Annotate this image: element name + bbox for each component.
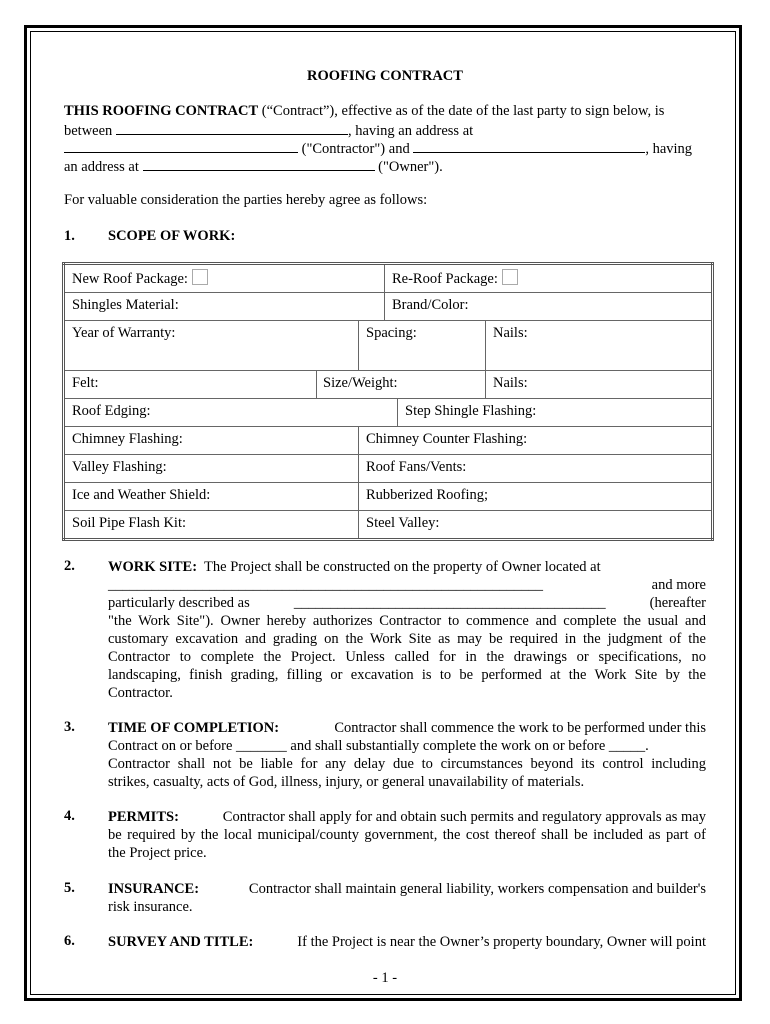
contractor-address-blank[interactable]: [64, 139, 298, 153]
section-2-text: The Project shall be constructed on the property of Owner located at: [204, 559, 601, 575]
felt-label: Felt:: [72, 375, 99, 391]
section-5-line: [108, 880, 706, 898]
section-6-heading: SURVEY AND TITLE:: [108, 934, 254, 950]
rubberized-label: Rubberized Roofing;: [366, 487, 489, 503]
section-3-line: Contractor shall not be liable for any delay due to circumstances beyond its control including: [108, 756, 706, 772]
owner-address-blank[interactable]: [143, 157, 375, 171]
re-roof-label: Re-Roof Package:: [392, 271, 498, 287]
brand-label: Brand/Color:: [392, 297, 469, 313]
chimney-counter-label: Chimney Counter Flashing:: [366, 431, 528, 447]
valley-cell[interactable]: [64, 455, 359, 483]
section-3-line: [108, 719, 706, 737]
ice-label: Ice and Weather Shield:: [72, 487, 211, 503]
valley-label: Valley Flashing:: [72, 459, 167, 475]
section-1-heading: SCOPE OF WORK:: [108, 228, 236, 244]
section-4-line: be required by the local municipal/county government, the cost thereof shall be included as part of: [108, 827, 706, 843]
section-4-number: 4.: [64, 808, 75, 824]
section-2-line: [108, 558, 706, 576]
section-3-number: 3.: [64, 719, 75, 735]
felt-cell[interactable]: [64, 371, 317, 399]
table-row: [64, 511, 713, 540]
soil-cell[interactable]: [64, 511, 359, 540]
intro-having-address: , having an address at: [347, 123, 474, 139]
section-2-line: [108, 576, 706, 594]
section-5-heading: INSURANCE:: [108, 881, 200, 897]
section-4-line: the Project price.: [108, 845, 207, 861]
section-6-line: [108, 933, 706, 951]
new-roof-cell: [64, 264, 385, 293]
section-2-line: "the Work Site"). Owner hereby authorizes Contractor to commence and complete the usual and: [108, 613, 706, 629]
section-6-text: If the Project is near the Owner’s property boundary, Owner will point: [297, 934, 706, 950]
section-5-number: 5.: [64, 880, 75, 896]
nails-label-1: Nails:: [493, 325, 528, 341]
document-title: ROOFING CONTRACT: [307, 68, 463, 84]
intro-owner: ("Owner").: [374, 159, 443, 175]
nails-cell-2[interactable]: [486, 371, 713, 399]
section-3-heading: TIME OF COMPLETION:: [108, 720, 280, 736]
re-roof-checkbox[interactable]: [502, 269, 518, 285]
section-2-text: and more: [651, 577, 706, 593]
shingles-cell[interactable]: [64, 293, 385, 321]
intro-line-4: [64, 157, 443, 176]
section-3-text: Contractor shall commence the work to be performed under this: [334, 720, 706, 736]
table-row: [64, 371, 713, 399]
ice-cell[interactable]: [64, 483, 359, 511]
table-row: [64, 427, 713, 455]
section-2-body: [108, 558, 706, 702]
chimney-counter-cell[interactable]: [359, 427, 713, 455]
intro-line-1: [64, 103, 664, 120]
new-roof-label: New Roof Package:: [72, 271, 188, 287]
section-2-text: (hereafter: [649, 595, 706, 611]
intro-lead-rest: (“Contract”), effective as of the date of the last party to sign below, is: [258, 103, 665, 119]
section-1-number: 1.: [64, 228, 75, 244]
section-2-text: particularly described as: [108, 595, 250, 611]
work-site-address-blank[interactable]: ____________________________________________________________: [108, 577, 543, 593]
section-6-body: [108, 933, 706, 951]
nails-cell-1[interactable]: [486, 321, 713, 371]
roof-edging-label: Roof Edging:: [72, 403, 151, 419]
steel-cell[interactable]: [359, 511, 713, 540]
section-4-heading: PERMITS:: [108, 809, 179, 825]
re-roof-cell: [385, 264, 713, 293]
size-weight-label: Size/Weight:: [323, 375, 398, 391]
section-4-text: Contractor shall apply for and obtain such permits and regulatory approvals as may: [222, 809, 706, 825]
intro-between: between: [64, 123, 113, 139]
size-weight-cell[interactable]: [317, 371, 486, 399]
section-2-line: customary excavation and grading on the Work Site as may be required in the judgment of the: [108, 631, 706, 647]
section-2-line: landscaping, finish grading, filling or excavation is to be performed at the Work Site by the: [108, 667, 706, 683]
intro-contractor: ("Contractor") and: [298, 141, 410, 157]
intro-lead: THIS ROOFING CONTRACT: [64, 103, 259, 119]
intro-line-3: [64, 139, 692, 158]
work-site-description-blank[interactable]: ___________________________________________: [293, 595, 606, 611]
section-2-line: [108, 594, 706, 612]
section-3-line: Contract on or before _______ and shall substantially complete the work on or before _____.: [108, 738, 649, 754]
new-roof-checkbox[interactable]: [192, 269, 208, 285]
section-5-line: risk insurance.: [108, 899, 193, 915]
section-2-line: Contractor.: [108, 685, 173, 701]
intro-address-at: an address at: [64, 159, 139, 175]
consideration-text: For valuable consideration the parties hereby agree as follows:: [64, 192, 428, 208]
step-shingle-label: Step Shingle Flashing:: [405, 403, 537, 419]
section-4-body: [108, 808, 706, 862]
spacing-cell[interactable]: [359, 321, 486, 371]
party-name-blank[interactable]: [116, 121, 348, 135]
table-row: [64, 455, 713, 483]
chimney-label: Chimney Flashing:: [72, 431, 183, 447]
section-2-heading: WORK SITE:: [108, 559, 198, 575]
intro-line-2: [64, 121, 473, 140]
section-3-line: strikes, casualty, acts of God, illness, injury, or general unavailability of materials.: [108, 774, 585, 790]
section-5-text: Contractor shall maintain general liability, workers compensation and builder's: [248, 881, 706, 897]
table-row: [64, 264, 713, 293]
chimney-cell[interactable]: [64, 427, 359, 455]
soil-label: Soil Pipe Flash Kit:: [72, 515, 187, 531]
fans-label: Roof Fans/Vents:: [366, 459, 467, 475]
section-4-line: [108, 808, 706, 826]
owner-name-blank[interactable]: [413, 139, 645, 153]
shingles-label: Shingles Material:: [72, 297, 179, 313]
warranty-cell[interactable]: [64, 321, 359, 371]
roof-edging-cell[interactable]: [64, 399, 537, 427]
spacing-label: Spacing:: [366, 325, 417, 341]
section-2-number: 2.: [64, 558, 75, 574]
table-row: [64, 293, 713, 321]
scope-table: [62, 262, 714, 541]
table-row: [64, 483, 713, 511]
brand-cell[interactable]: [385, 293, 713, 321]
section-3-body: [108, 719, 706, 791]
rubberized-cell[interactable]: [359, 483, 713, 511]
intro-having: , having: [645, 141, 693, 157]
nails-label-2: Nails:: [493, 375, 528, 391]
section-5-body: [108, 880, 706, 916]
fans-cell[interactable]: [359, 455, 713, 483]
section-6-number: 6.: [64, 933, 75, 949]
table-row: [64, 399, 713, 427]
warranty-label: Year of Warranty:: [72, 325, 176, 341]
section-2-line: Contractor to complete the Project. Unless called for in the drawings or specifications, no: [108, 649, 706, 665]
page-number: - 1 -: [372, 970, 398, 986]
table-row: [64, 321, 713, 371]
steel-label: Steel Valley:: [366, 515, 440, 531]
